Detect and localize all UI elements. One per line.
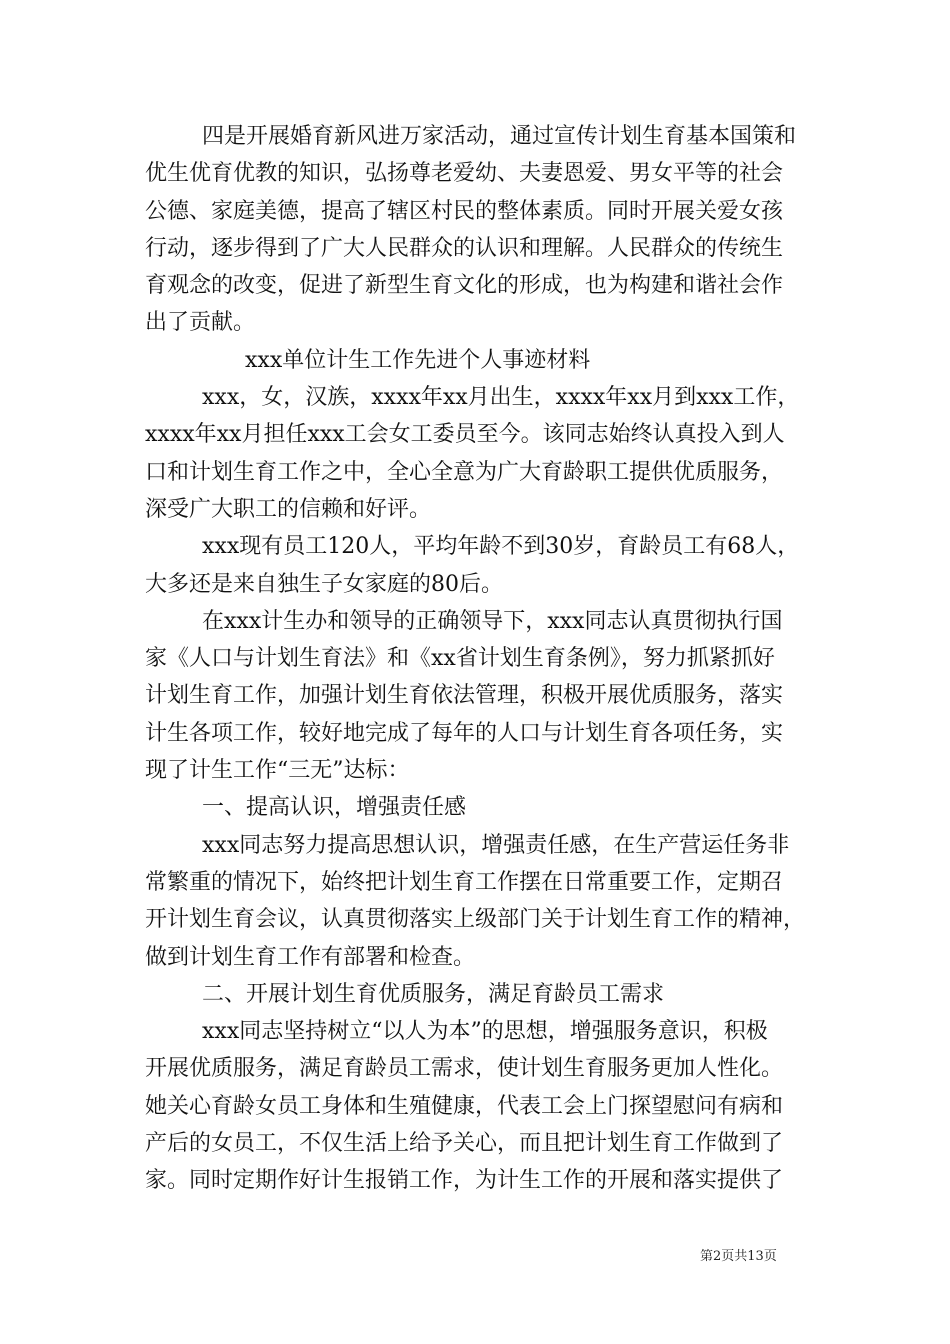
document-body xyxy=(145,118,815,1200)
paragraph-line: 计生各项工作，较好地完成了每年的人口与计划生育各项任务，实 xyxy=(145,720,784,746)
paragraph-line: 大多还是来自独生子女家庭的80后。 xyxy=(145,571,503,597)
paragraph-line: 她关心育龄女员工身体和生殖健康，代表工会上门探望慰问有病和 xyxy=(145,1093,784,1119)
paragraph-line: 家。同时定期作好计生报销工作，为计生工作的开展和落实提供了 xyxy=(145,1168,784,1194)
paragraph-line: 四是开展婚育新风进万家活动，通过宣传计划生育基本国策和 xyxy=(202,124,797,149)
paragraph-line: 口和计划生育工作之中，全心全意为广大育龄职工提供优质服务， xyxy=(145,459,784,485)
paragraph-line: xxx同志努力提高思想认识，增强责任感，在生产营运任务非 xyxy=(202,832,790,858)
paragraph-line: 在xxx计生办和领导的正确领导下，xxx同志认真贯彻执行国 xyxy=(202,608,783,634)
paragraph-line: 行动，逐步得到了广大人民群众的认识和理解。人民群众的传统生 xyxy=(145,235,784,261)
paragraph-line: 做到计划生育工作有部署和检查。 xyxy=(145,944,476,970)
paragraph-line: xxx同志坚持树立“以人为本”的思想，增强服务意识，积极 xyxy=(202,1019,768,1045)
paragraph-line: 开展优质服务，满足育龄员工需求，使计划生育服务更加人性化。 xyxy=(145,1056,784,1082)
paragraph-line: 育观念的改变，促进了新型生育文化的形成，也为构建和谐社会作 xyxy=(145,273,784,299)
paragraph-line: 开计划生育会议，认真贯彻落实上级部门关于计划生育工作的精神， xyxy=(145,907,806,933)
section-title: xxx单位计生工作先进个人事迹材料 xyxy=(245,347,591,373)
section-heading: 二、开展计划生育优质服务，满足育龄员工需求 xyxy=(202,981,665,1007)
paragraph-line: xxx，女，汉族，xxxx年xx月出生，xxxx年xx月到xxx工作， xyxy=(202,385,800,411)
paragraph-line: xxx现有员工120人，平均年龄不到30岁，育龄员工有68人， xyxy=(202,534,800,560)
paragraph-line: 出了贡献。 xyxy=(145,310,256,336)
paragraph-line: 家《人口与计划生育法》和《xx省计划生育条例》，努力抓紧抓好 xyxy=(145,646,775,672)
paragraph-line: 常繁重的情况下，始终把计划生育工作摆在日常重要工作，定期召 xyxy=(145,869,784,895)
page-number: 第2页共13页 xyxy=(700,1249,777,1264)
paragraph-line: 现了计生工作“三无”达标： xyxy=(145,758,410,784)
paragraph-line: 公德、家庭美德，提高了辖区村民的整体素质。同时开展关爱女孩 xyxy=(145,198,784,224)
paragraph-line: 产后的女员工，不仅生活上给予关心，而且把计划生育工作做到了 xyxy=(145,1131,784,1157)
section-heading: 一、提高认识，增强责任感 xyxy=(202,795,467,821)
paragraph-line: 计划生育工作，加强计划生育依法管理，积极开展优质服务，落实 xyxy=(145,683,784,709)
paragraph-line: 深受广大职工的信赖和好评。 xyxy=(145,496,432,522)
paragraph-line: 优生优育优教的知识，弘扬尊老爱幼、夫妻恩爱、男女平等的社会 xyxy=(145,161,784,187)
paragraph-line: xxxx年xx月担任xxx工会女工委员至今。该同志始终认真投入到人 xyxy=(145,422,785,448)
